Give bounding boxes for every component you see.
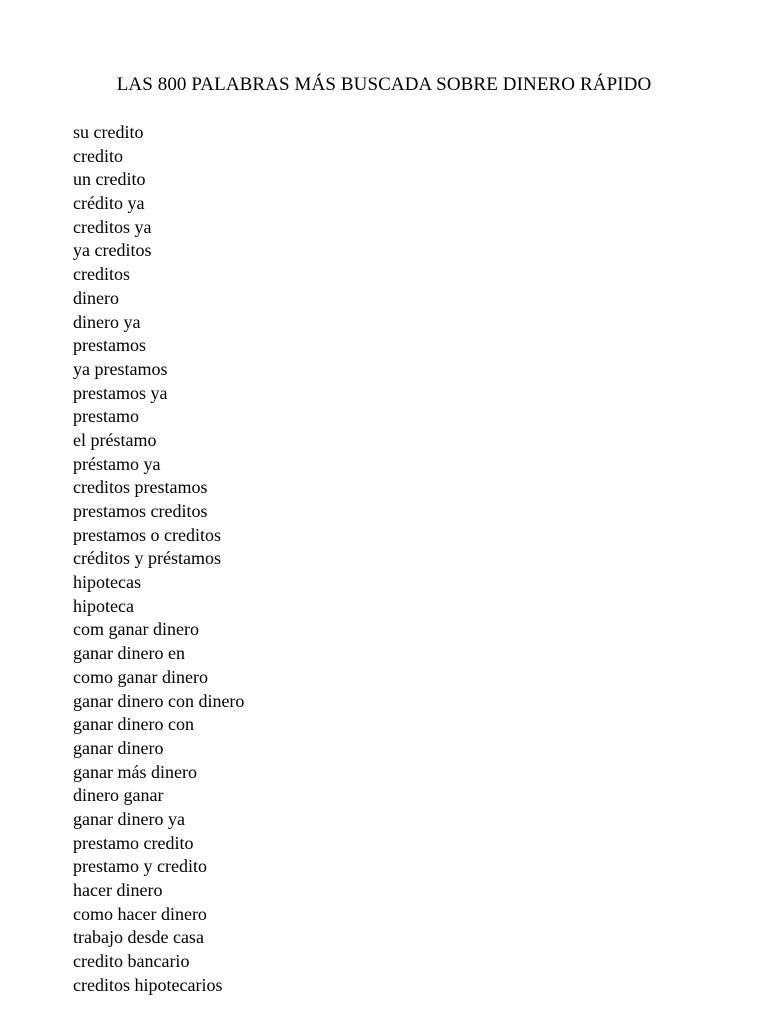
keyword-item: dinero ganar	[73, 785, 164, 806]
keyword-item: el préstamo	[73, 429, 157, 450]
keyword-item: prestamo credito	[73, 832, 194, 853]
keyword-item: como ganar dinero	[73, 666, 208, 687]
keyword-item: hipotecas	[73, 572, 141, 593]
keyword-item: ganar más dinero	[73, 761, 197, 782]
keyword-item: creditos ya	[73, 216, 152, 237]
keyword-item: creditos hipotecarios	[73, 974, 223, 995]
keyword-item: dinero	[73, 287, 119, 308]
keyword-item: prestamos	[73, 335, 146, 356]
keyword-item: prestamo y credito	[73, 856, 207, 877]
keyword-item: prestamos creditos	[73, 501, 208, 521]
keyword-item: ganar dinero con	[73, 714, 194, 735]
keyword-item: un credito	[73, 169, 146, 190]
keyword-item: préstamo ya	[73, 453, 161, 474]
keyword-item: ya creditos	[73, 240, 152, 261]
keyword-item: crédito ya	[73, 193, 145, 214]
keyword-item: prestamo	[73, 406, 139, 427]
keyword-item: hipoteca	[73, 595, 134, 616]
keyword-item: credito	[73, 145, 123, 166]
keyword-item: com ganar dinero	[73, 619, 199, 640]
keyword-item: dinero ya	[73, 311, 141, 332]
keyword-list	[73, 121, 244, 997]
keyword-item: trabajo desde casa	[73, 927, 204, 948]
keyword-item: creditos prestamos	[73, 477, 208, 498]
keyword-item: prestamos ya	[73, 382, 168, 403]
keyword-item: ganar dinero	[73, 737, 164, 758]
keyword-item: prestamos o creditos	[73, 524, 221, 545]
keyword-item: ganar dinero ya	[73, 808, 185, 829]
keyword-item: credito bancario	[73, 951, 190, 972]
keyword-item: ya prestamos	[73, 358, 168, 379]
keyword-item: su credito	[73, 122, 144, 142]
keyword-item: ganar dinero en	[73, 643, 185, 664]
keyword-item: como hacer dinero	[73, 903, 207, 924]
keyword-item: créditos y préstamos	[73, 548, 221, 569]
keyword-item: creditos	[73, 264, 130, 285]
keyword-item: hacer dinero	[73, 880, 163, 900]
keyword-item: ganar dinero con dinero	[73, 690, 245, 711]
document-title: LAS 800 PALABRAS MÁS BUSCADA SOBRE DINERO RÁPIDO	[116, 74, 652, 95]
